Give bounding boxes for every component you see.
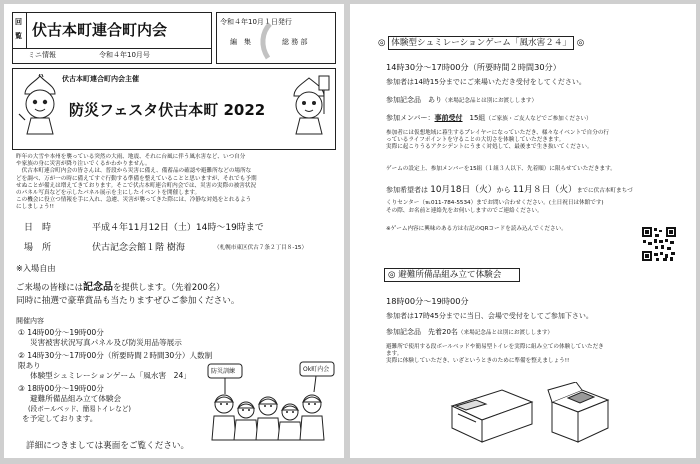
- gift-post: を提供します。（先着200名）: [113, 282, 225, 292]
- intro-line: 伏古本町連合町内会の皆さんは、普段から災害に備え、備蓄品の確認や避難所などの場所な: [16, 168, 252, 175]
- program-title: 開催内容: [16, 317, 44, 325]
- qr-note: ※ゲーム内容に興味のある方は右記のQRコードを読み込んでください。: [386, 226, 567, 232]
- program-item: ① 14時00分～19時00分: [18, 328, 104, 337]
- program-item-desc: 災害被害状況写真パネル及び防災用品等展示: [30, 338, 182, 347]
- place-label: 場 所: [24, 243, 52, 253]
- kit-title: 避難所備品組み立て体験会: [398, 270, 502, 280]
- game-settings-note: ゲームの設定上、参加メンバーを15組（１組３人以下、先着順）に限らせていただきます。: [386, 166, 616, 172]
- kit-arrival-note: 参加者は17時45分までに当日、会場で受付をしてご参加下さい。: [386, 312, 593, 320]
- cardboard-bed-icon: [446, 384, 538, 444]
- editor-label: 編 集: [230, 38, 251, 46]
- kit-gift: [386, 328, 553, 337]
- gift-line: [16, 282, 225, 293]
- reg-post: までに伏古本町まちづ: [576, 188, 633, 194]
- program-list: [18, 328, 218, 424]
- date-label: 日 時: [24, 223, 52, 233]
- program-footer: を予定しております。: [22, 414, 98, 423]
- program-item-desc: 体験型シュミレーションゲーム「風水害 24」: [30, 371, 191, 380]
- kairan-char-1: 回: [15, 18, 22, 26]
- intro-line: この機会に役立つ情報を手に入れ、急遽、災害が襲ってきた際には、冷静な対処をとれるよう: [16, 197, 252, 204]
- game-members-count: 15組: [469, 114, 486, 122]
- newsletter-subtitle: ミニ情報: [28, 51, 56, 59]
- place-value: 伏古記念会館１階 樹海: [92, 243, 185, 253]
- game-gift: [386, 96, 537, 105]
- bullet-icon: ◎: [576, 38, 585, 48]
- mascot-left-icon: [17, 74, 63, 136]
- kairan-char-2: 覧: [15, 32, 22, 40]
- reg-mid: から: [496, 186, 511, 194]
- game-arrival-note: 参加者は14時15分までにご来場いただき受付をしてください。: [386, 78, 586, 86]
- kit-gift-label: 参加記念品: [386, 328, 421, 336]
- game-desc-line: 実際に起こりうるアクシデントにうまく対処して、最後まで生き抜いてください。: [386, 144, 593, 151]
- bullet-icon: ◎: [388, 270, 396, 280]
- bullet-icon: ◎: [378, 38, 386, 48]
- newsletter-title: 伏古本町連合町内会: [32, 21, 168, 39]
- mascot-right-icon: [286, 74, 332, 136]
- drill-sign-left: 防災訓練: [211, 368, 236, 375]
- kit-description: [386, 344, 686, 366]
- left-page: [4, 4, 344, 458]
- intro-paragraph: [16, 154, 336, 212]
- right-page: [350, 4, 696, 458]
- game-description: [386, 130, 686, 152]
- game-desc-line: 参加者には仮想地域に暮生するプレイヤーになっていただき、様々なイベントで自分の行: [386, 130, 610, 136]
- game-title: 体験型シュミレーションゲーム「風水害２４」: [388, 36, 574, 50]
- intro-line: 昨年の大雪や本州を襲っている突然の大雨、地震、それに台風に伴う風水害など、いつ自分: [16, 154, 246, 160]
- registration-period: [386, 186, 690, 195]
- program-item: ③ 18時00分～19時00分: [18, 384, 104, 393]
- kit-heading: [388, 269, 501, 281]
- reg-pre: 参加希望者は: [386, 186, 428, 194]
- portable-toilet-icon: [546, 382, 614, 444]
- game-members-label: 参加メンバー：: [386, 114, 435, 122]
- event-sponsor: 伏古本町連合町内会主催: [62, 75, 139, 83]
- newsletter-issue: 令和４年10月号: [99, 51, 150, 59]
- kit-time: 18時00分～19時00分: [386, 296, 469, 306]
- reg-from: 10月18日（火）: [430, 185, 497, 195]
- event-title: 防災フェスタ伏古本町 2022: [69, 101, 266, 119]
- date-value: 平成４年11月12日（土）14時～19時まで: [92, 223, 264, 233]
- lottery-line: 同時に抽選で豪華賞品も当たりますぜひご参加ください。: [16, 296, 240, 306]
- kit-desc-line: 実際に体験していただき、いざというときのために準備を整えましょう!!: [386, 358, 570, 365]
- editor-stamp-icon: [256, 22, 282, 60]
- kit-desc-line: 避難所で使用する段ボールベッドや簡易型トイレを実際に組み立ての体験していただき: [386, 344, 604, 350]
- intro-line: にしましょう!!: [16, 204, 55, 211]
- game-members-note: （ご家族・ご友人などでご参加ください）: [485, 116, 592, 122]
- kit-desc-line: ます。: [386, 351, 403, 358]
- registration-note: その際、お名前と連絡先をお伺いしますのでご連絡ください。: [386, 208, 543, 214]
- game-section-heading: [378, 36, 584, 50]
- place-address: （札幌市東区伏古７条２丁目８-15）: [214, 245, 308, 251]
- qr-code-icon[interactable]: [641, 226, 677, 262]
- kit-gift-note: （来場記念品とは別にお渡しします）: [457, 330, 554, 336]
- intro-line: のパネル写真などを示したパネル展示を主にしたイベントを開催します。: [16, 190, 201, 197]
- game-prereg: 事前受付: [434, 114, 463, 122]
- registration-contact: くりセンター（℡011-784-5534）までお問い合わせください。(土日祝日は休館です): [386, 200, 604, 206]
- game-desc-line: っているライフポイントを守ることの大切さを体験していただきます。: [386, 137, 565, 144]
- kit-gift-value: 先着20名: [428, 328, 458, 336]
- game-gift-note: （来場記念品とは別にお渡しします）: [442, 98, 538, 104]
- bottom-note: 詳細につきましては裏面をご覧ください。: [26, 441, 190, 451]
- game-time: 14時30分～17時00分（所要時間２時間30分）: [386, 62, 561, 72]
- game-members: [386, 114, 592, 123]
- issue-date: 令和４年10月１日発行: [220, 18, 292, 26]
- gift-word: 記念品: [83, 282, 113, 293]
- free-entry-note: ※入場自由: [16, 263, 56, 273]
- editor-name: 総 務 部: [282, 38, 308, 46]
- masthead-divider: [12, 48, 212, 49]
- reg-to: 11月８日（火）: [512, 185, 577, 195]
- intro-line: どを調べ、万が一の時に備えてすぐ行動する準備を整えていることと思いますが、それでも予期: [16, 175, 257, 182]
- program-item-desc: 避難所備品組み立て体験会: [30, 394, 122, 403]
- intro-line: せぬことが備えは増えてきております。そこで伏古本町連合町内会では、災害の実際の被害状況: [16, 182, 257, 189]
- kairan-divider: [26, 12, 27, 48]
- game-gift-label: 参加記念品: [386, 96, 421, 104]
- drill-sign-right: Ok町内会: [303, 366, 330, 373]
- game-gift-value: あり: [428, 96, 442, 104]
- intro-line: や家族の身に災害が降り注いでくるかわかりません。: [16, 161, 151, 168]
- gift-pre: ご来場の皆様には: [16, 282, 83, 292]
- program-item: ② 14時30分～17時00分（所要時間２時間30分）人数制限あり: [18, 351, 213, 370]
- program-item-desc2: (段ボールベッド、簡易トイレなど): [28, 405, 131, 413]
